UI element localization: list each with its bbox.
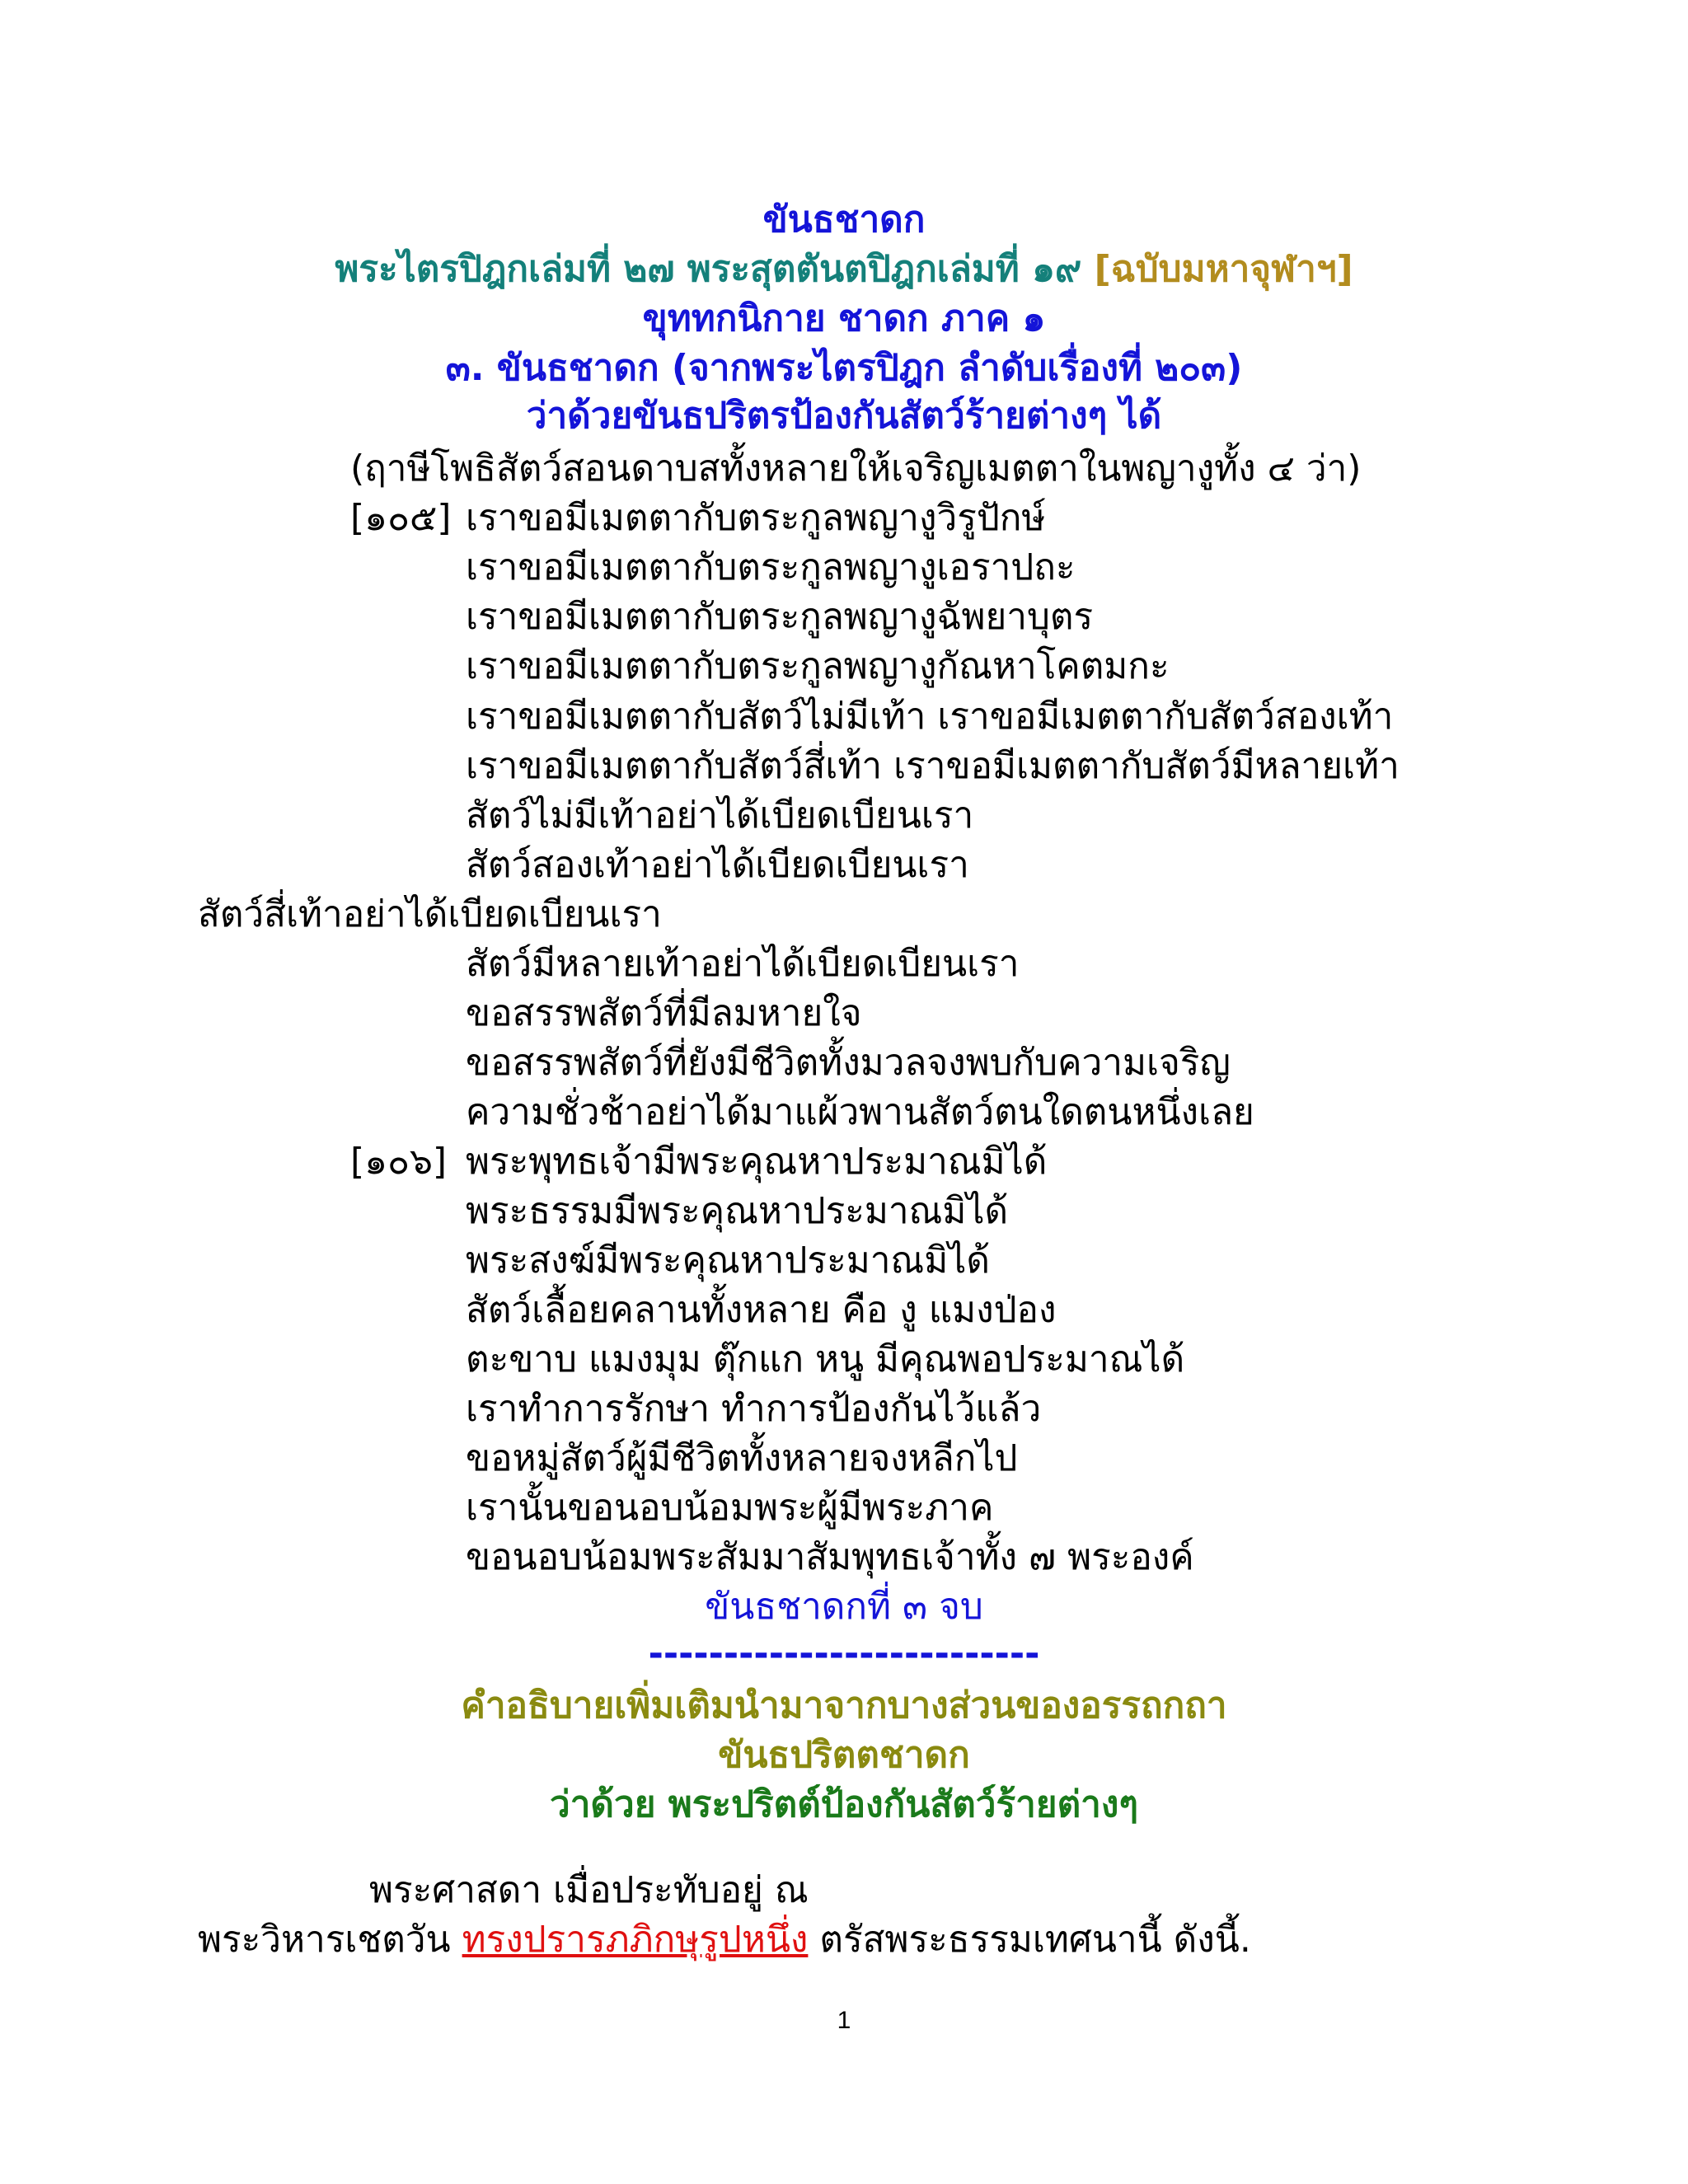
commentary-subtitle: ว่าด้วย พระปริตต์ป้องกันสัตว์ร้ายต่างๆ xyxy=(550,1783,1138,1825)
commentary-paragraph-line xyxy=(198,1919,1251,1961)
section-divider: -------------------------- xyxy=(648,1633,1040,1675)
sermon-text: ตรัสพระธรรมเทศนานี้ ดังนี้. xyxy=(819,1919,1251,1961)
verse-line: สัตว์มีหลายเท้าอย่าได้เบียดเบียนเรา xyxy=(466,943,1020,985)
document-title: ขันธชาดก xyxy=(762,199,926,241)
verse-line: ขอสรรพสัตว์ที่ยังมีชีวิตทั้งมวลจงพบกับความเจริญ xyxy=(466,1042,1231,1084)
edition-label: [ฉบับมหาจุฬาฯ] xyxy=(1094,248,1353,290)
verse-line: ตะขาบ แมงมุม ตุ๊กแก หนู มีคุณพอประมาณได้ xyxy=(466,1338,1185,1380)
story-ending: ขันธชาดกที่ ๓ จบ xyxy=(705,1586,983,1628)
story-title: ๓. ขันธชาดก (จากพระไตรปิฎก ลำดับเรื่องที่ ๒๐๓) xyxy=(445,347,1243,389)
bhikkhu-link[interactable]: ทรงปรารภภิกษุรูปหนึ่ง xyxy=(462,1919,809,1961)
verse-line: พระสงฆ์มีพระคุณหาประมาณมิได้ xyxy=(466,1240,990,1282)
collection-title: ขุททกนิกาย ชาดก ภาค ๑ xyxy=(642,298,1046,340)
verse-106-number: [๑๐๖] xyxy=(350,1141,448,1183)
story-subtitle: ว่าด้วยขันธปริตรป้องกันสัตว์ร้ายต่างๆ ได้ xyxy=(526,395,1162,437)
verse-line: พระพุทธเจ้ามีพระคุณหาประมาณมิได้ xyxy=(466,1141,1048,1183)
verse-line: ขอนอบน้อมพระสัมมาสัมพุทธเจ้าทั้ง ๗ พระองค์ xyxy=(466,1536,1194,1578)
verse-line: เราขอมีเมตตากับตระกูลพญางูกัณหาโคตมกะ xyxy=(466,645,1170,687)
tipitaka-reference xyxy=(0,248,1688,290)
verse-line: เราขอมีเมตตากับตระกูลพญางูฉัพยาบุตร xyxy=(466,596,1094,638)
commentary-paragraph-line: พระศาสดา เมื่อประทับอยู่ ณ xyxy=(369,1869,809,1911)
verse-line: เราขอมีเมตตากับสัตว์สี่เท้า เราขอมีเมตตากับสัตว์มีหลายเท้า xyxy=(466,745,1400,787)
page-number: 1 xyxy=(837,2007,851,2034)
place-name: พระวิหารเชตวัน xyxy=(198,1919,451,1961)
intro-text: (ฤาษีโพธิสัตว์สอนดาบสทั้งหลายให้เจริญเมตตาในพญางูทั้ง ๔ ว่า) xyxy=(350,448,1362,490)
verse-line: เราขอมีเมตตากับตระกูลพญางูเอราปถะ xyxy=(466,546,1076,588)
verse-line: เราขอมีเมตตากับสัตว์ไม่มีเท้า เราขอมีเมตตากับสัตว์สองเท้า xyxy=(466,696,1394,738)
verse-105-number: [๑๐๕] xyxy=(350,497,452,539)
verse-line: สัตว์สองเท้าอย่าได้เบียดเบียนเรา xyxy=(466,844,969,886)
verse-line: สัตว์สี่เท้าอย่าได้เบียดเบียนเรา xyxy=(198,893,662,935)
verse-line: สัตว์เลื้อยคลานทั้งหลาย คือ งู แมงป่อง xyxy=(466,1289,1057,1331)
tipitaka-volume: พระไตรปิฎกเล่มที่ ๒๗ พระสุตตันตปิฎกเล่มที่ ๑๙ xyxy=(335,248,1082,290)
verse-line: เราทำการรักษา ทำการป้องกันไว้แล้ว xyxy=(466,1388,1042,1430)
verse-line: สัตว์ไม่มีเท้าอย่าได้เบียดเบียนเรา xyxy=(466,794,974,837)
verse-line: ขอหมู่สัตว์ผู้มีชีวิตทั้งหลายจงหลีกไป xyxy=(466,1437,1018,1479)
commentary-title: ขันธปริตตชาดก xyxy=(718,1734,970,1776)
verse-line: ขอสรรพสัตว์ที่มีลมหายใจ xyxy=(466,992,862,1034)
verse-line: เราขอมีเมตตากับตระกูลพญางูวิรูปักษ์ xyxy=(466,497,1046,539)
verse-line: เรานั้นขอนอบน้อมพระผู้มีพระภาค xyxy=(466,1487,994,1529)
verse-line: ความชั่วช้าอย่าได้มาแผ้วพานสัตว์ตนใดตนหนึ่งเลย xyxy=(466,1091,1254,1133)
commentary-heading: คำอธิบายเพิ่มเติมนำมาจากบางส่วนของอรรถกถา xyxy=(461,1685,1227,1727)
verse-line: พระธรรมมีพระคุณหาประมาณมิได้ xyxy=(466,1190,1009,1232)
